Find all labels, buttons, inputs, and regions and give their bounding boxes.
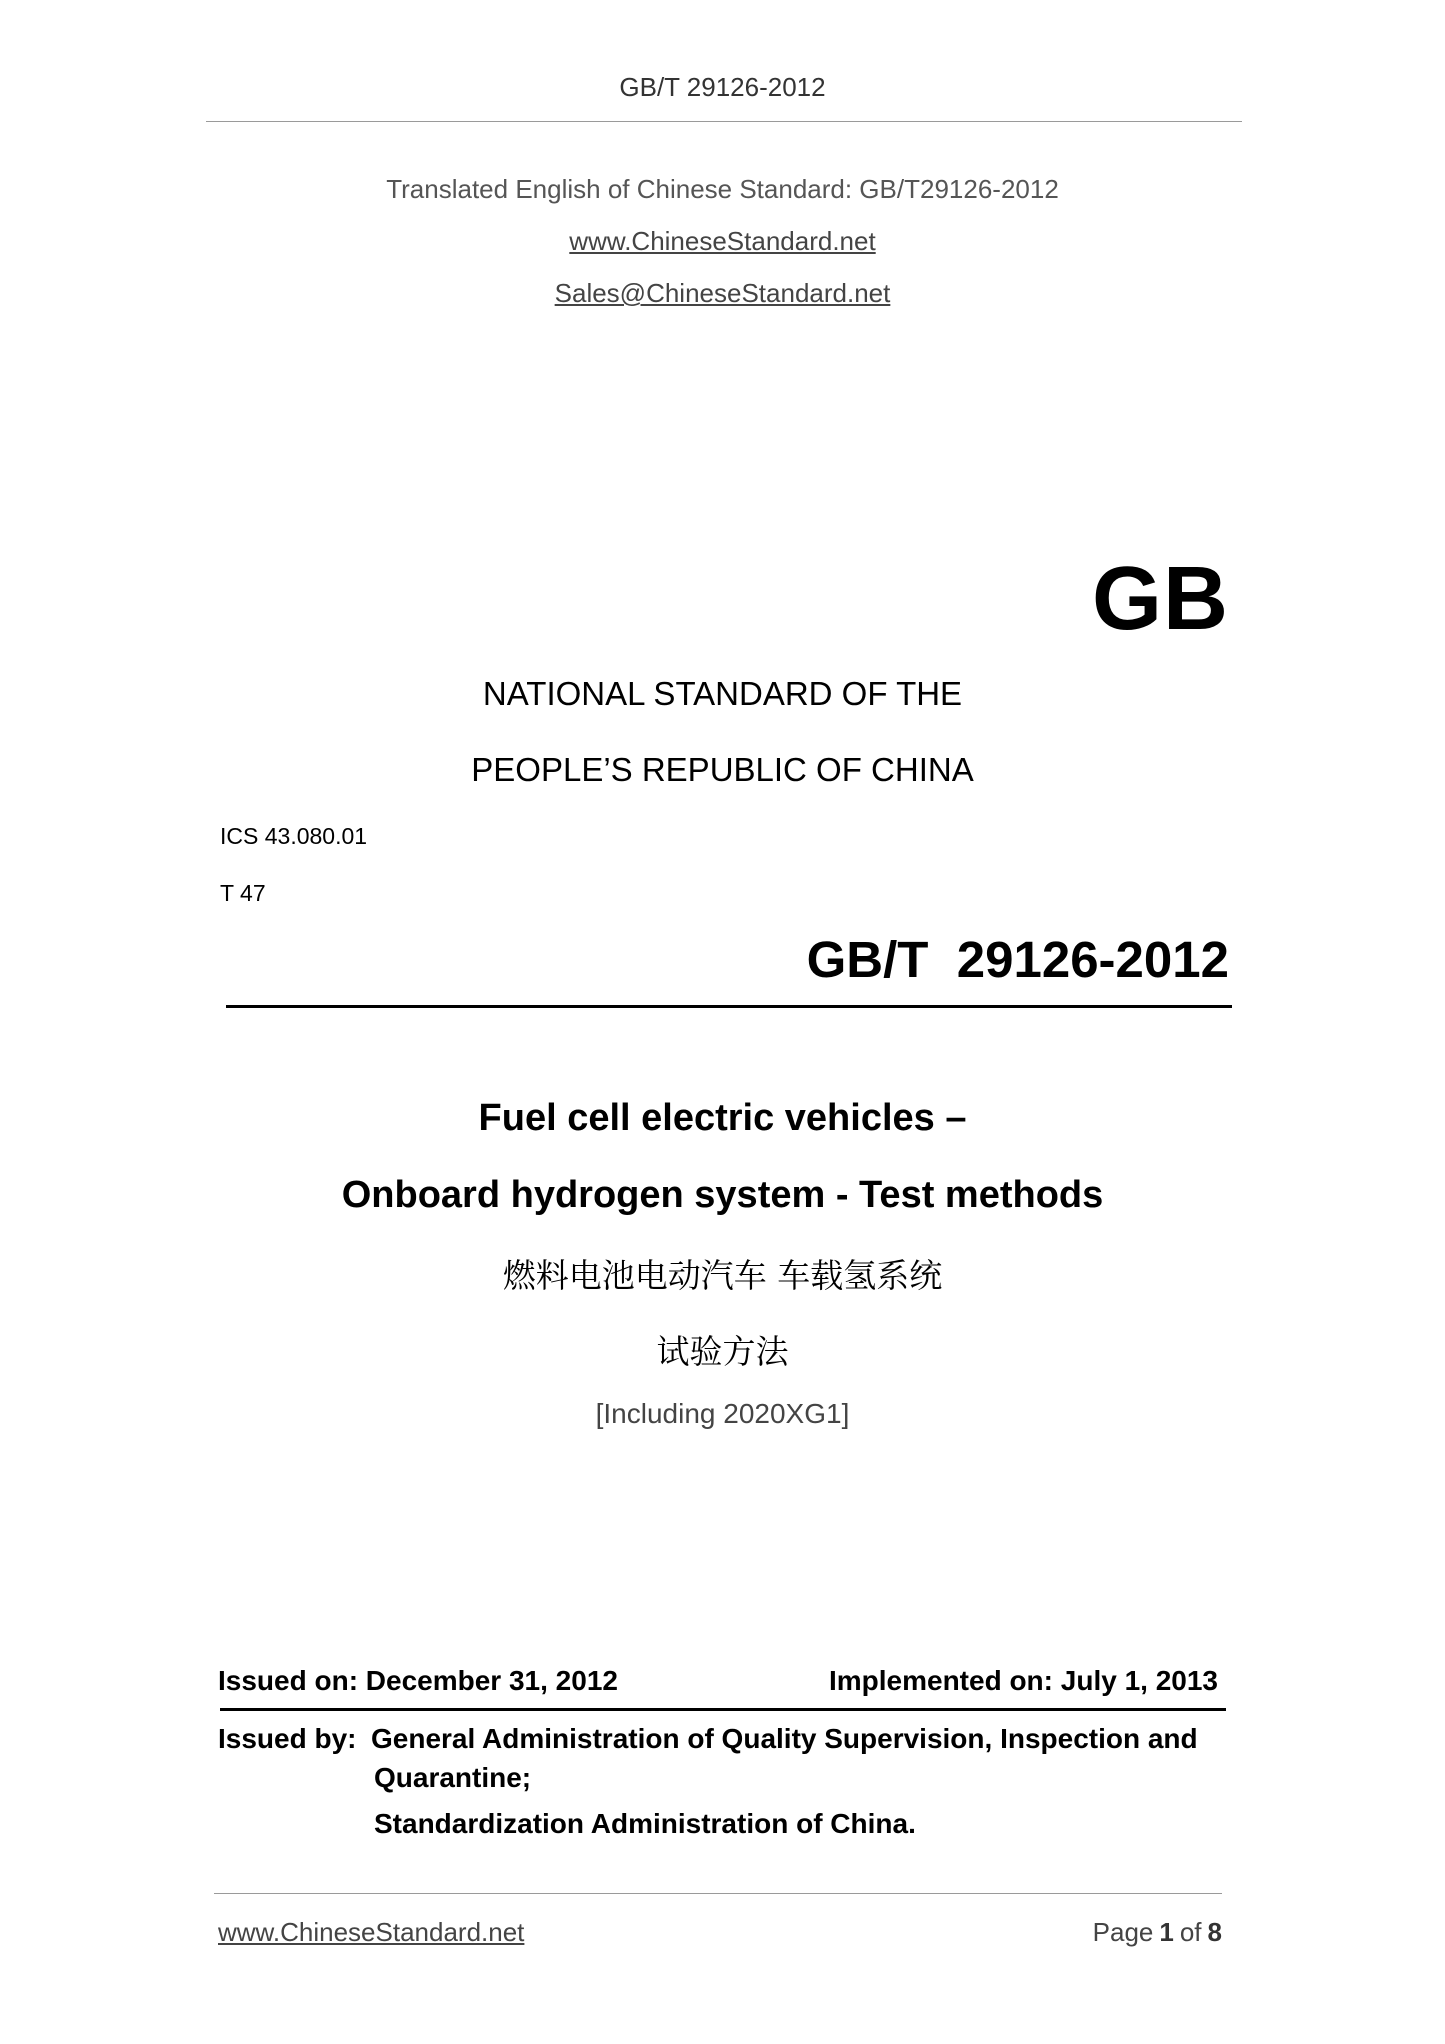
issue-divider [220, 1708, 1226, 1711]
issued-by-label: Issued by: [218, 1723, 357, 1754]
issuer-1-line-2: Quarantine; [374, 1762, 532, 1793]
website-row [0, 226, 1445, 257]
page-indicator [1087, 1917, 1222, 1948]
website-link[interactable]: www.ChineseStandard.net [569, 226, 876, 256]
running-header-title: GB/T 29126-2012 [619, 72, 826, 102]
standard-number-divider [226, 1005, 1232, 1008]
issuer-1-line-1: General Administration of Quality Supervision, Inspection and [371, 1723, 1198, 1754]
issuer-2: Standardization Administration of China. [374, 1808, 916, 1839]
page-label: Page [1092, 1917, 1154, 1947]
ics-code: ICS 43.080.01 [220, 823, 368, 849]
footer-website-link[interactable]: www.ChineseStandard.net [218, 1917, 525, 1947]
gb-logo: GB [1092, 549, 1229, 649]
implemented-on-date: Implemented on: July 1, 2013 [828, 1665, 1218, 1696]
header-divider [206, 121, 1242, 122]
page-of-label: of [1179, 1917, 1202, 1947]
authority-line-1: NATIONAL STANDARD OF THE [482, 675, 963, 712]
classification-code: T 47 [220, 880, 266, 906]
sales-email-row [0, 278, 1445, 309]
sales-email-link[interactable]: Sales@ChineseStandard.net [554, 278, 891, 308]
translated-note: Translated English of Chinese Standard: GB/T29126-2012 [386, 174, 1059, 204]
footer-divider [214, 1893, 1222, 1894]
page-total: 8 [1207, 1917, 1222, 1947]
title-english-line-1: Fuel cell electric vehicles – [478, 1097, 967, 1139]
issued-on-date: Issued on: December 31, 2012 [218, 1665, 618, 1696]
title-chinese-line-2: 试验方法 [656, 1332, 789, 1371]
including-note: [Including 2020XG1] [595, 1398, 850, 1429]
title-english-line-2: Onboard hydrogen system - Test methods [341, 1174, 1104, 1216]
authority-line-2: PEOPLE’S REPUBLIC OF CHINA [471, 751, 974, 788]
page-current: 1 [1159, 1917, 1174, 1947]
standard-number: GB/T 29126-2012 [806, 931, 1229, 988]
title-chinese-line-1: 燃料电池电动汽车 车载氢系统 [502, 1256, 943, 1295]
